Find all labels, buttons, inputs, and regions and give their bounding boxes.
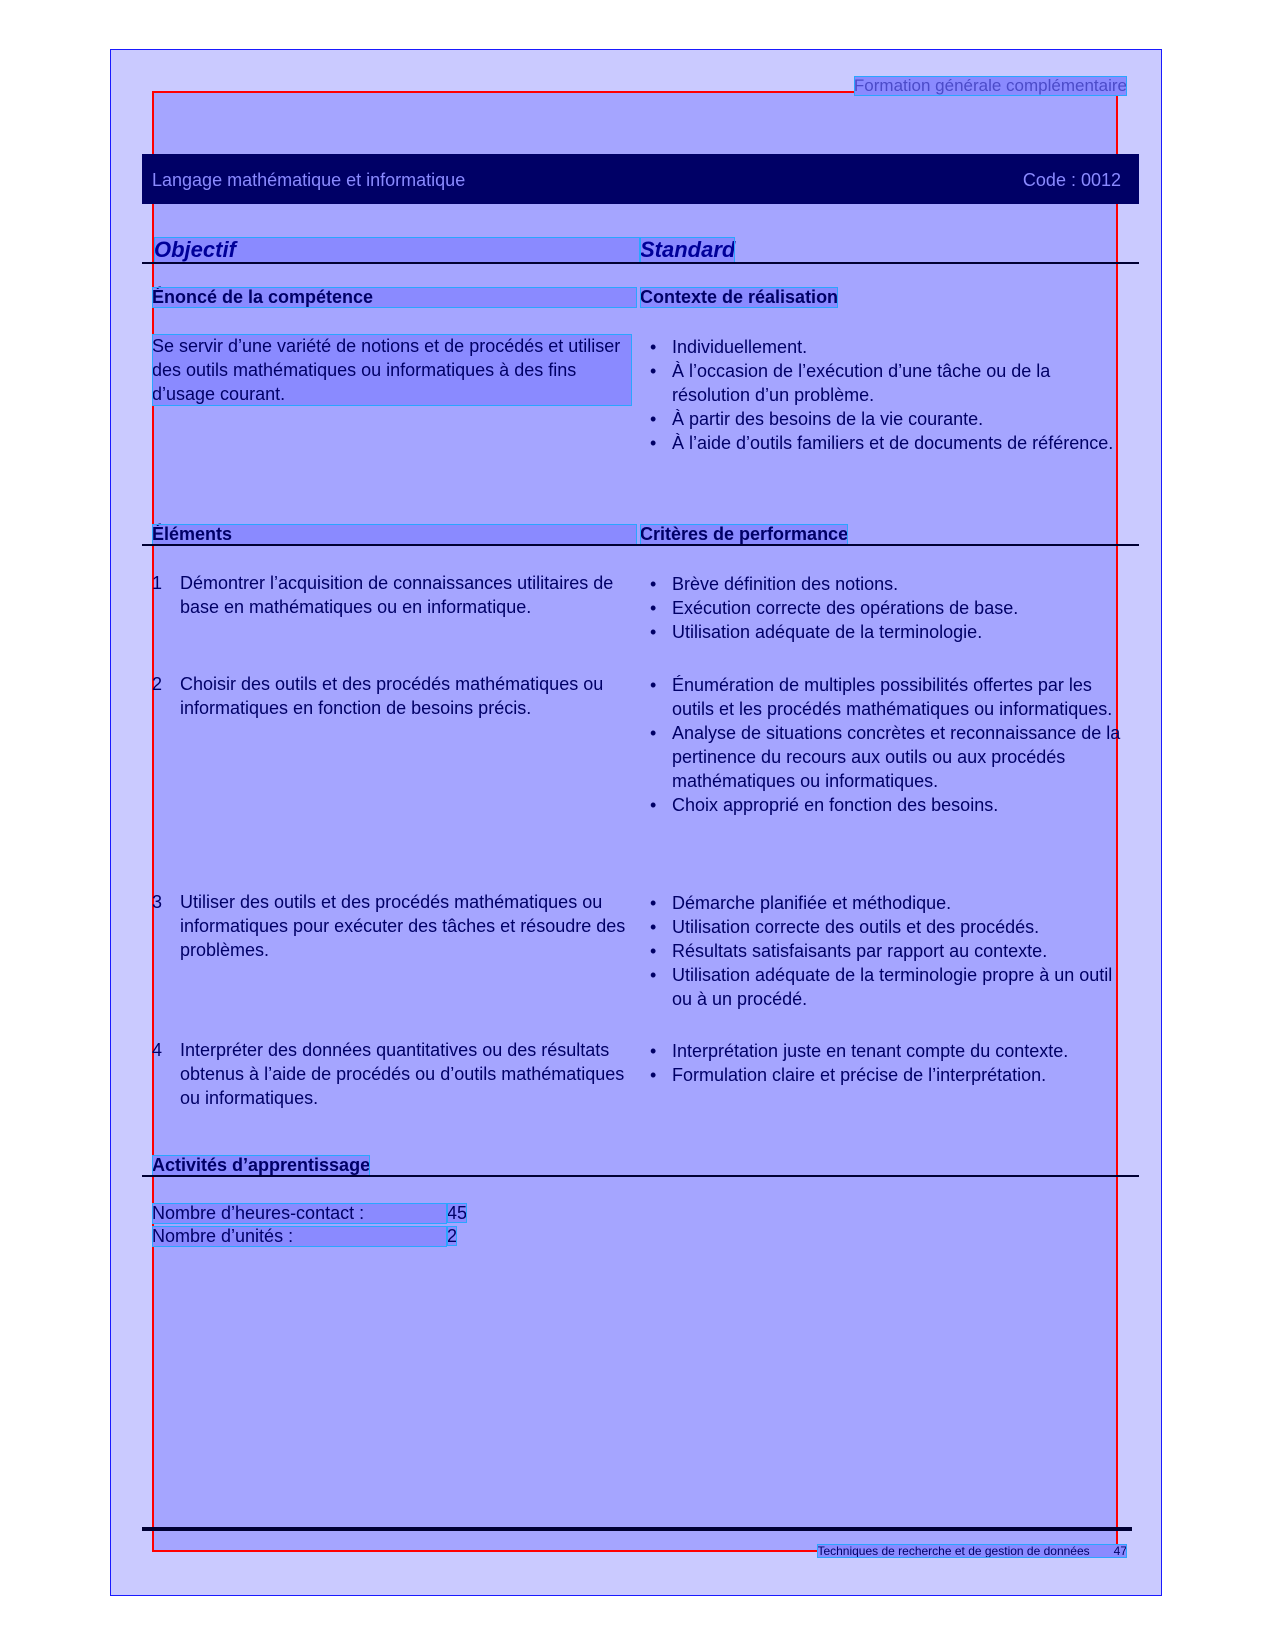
units-row xyxy=(152,1226,457,1247)
criteria-list xyxy=(650,1039,1128,1087)
units-label: Nombre d’unités : xyxy=(152,1226,447,1247)
column-heading-objectif: Objectif xyxy=(154,237,640,263)
list-item: • Énumération de multiples possibilités offertes par les outils et les procédés mathématiques ou informatiques. xyxy=(650,673,1128,721)
list-item: • Exécution correcte des opérations de base. xyxy=(650,596,1128,620)
list-item: • À partir des besoins de la vie courante. xyxy=(650,407,1128,431)
criteria-list xyxy=(650,891,1128,1011)
column-heading-standard: Standard xyxy=(640,237,736,262)
running-header: Formation générale complémentaire xyxy=(853,76,1127,95)
page-footer xyxy=(817,1544,1127,1558)
list-item: • Utilisation adéquate de la terminologie propre à un outil ou à un procédé. xyxy=(650,963,1128,1011)
criteria-list xyxy=(650,673,1128,817)
element-item xyxy=(152,1038,632,1110)
divider xyxy=(142,544,1139,546)
list-item: • Démarche planifiée et méthodique. xyxy=(650,891,1128,915)
element-number: 4 xyxy=(152,1040,163,1060)
activities-heading: Activités d’apprentissage xyxy=(152,1155,371,1175)
course-title: Langage mathématique et informatique xyxy=(152,170,466,190)
list-item: • Choix approprié en fonction des besoins. xyxy=(650,793,1128,817)
elements-heading: Éléments xyxy=(152,524,637,545)
list-item: • Individuellement. xyxy=(650,335,1128,359)
title-bar xyxy=(142,154,1139,204)
list-item: • Formulation claire et précise de l’interprétation. xyxy=(650,1063,1128,1087)
list-item: • Utilisation adéquate de la terminologie. xyxy=(650,620,1128,644)
divider xyxy=(142,1175,1139,1177)
divider xyxy=(142,262,1139,264)
element-text: Interpréter des données quantitatives ou des résultats obtenus à l’aide de procédés ou d’outils mathématiques ou informatiques. xyxy=(180,1040,625,1108)
course-code: Code : 0012 xyxy=(1022,170,1121,190)
element-number: 3 xyxy=(152,892,163,912)
competence-text: Se servir d’une variété de notions et de procédés et utiliser des outils mathématiques ou informatiques à des fins d’usage courant. xyxy=(152,334,632,406)
criteria-heading: Critères de performance xyxy=(640,524,849,544)
element-item xyxy=(152,890,632,962)
list-item: • Interprétation juste en tenant compte du contexte. xyxy=(650,1039,1128,1063)
list-item: • À l’occasion de l’exécution d’une tâche ou de la résolution d’un problème. xyxy=(650,359,1128,407)
list-item: • À l’aide d’outils familiers et de documents de référence. xyxy=(650,431,1128,455)
element-number: 1 xyxy=(152,573,163,593)
context-list xyxy=(650,335,1128,455)
units-value: 2 xyxy=(447,1226,458,1246)
criteria-list xyxy=(650,572,1128,644)
content-area xyxy=(152,91,1118,1552)
element-item xyxy=(152,571,632,619)
element-text: Démontrer l’acquisition de connaissances utilitaires de base en mathématiques ou en informatique. xyxy=(180,573,614,617)
element-text: Choisir des outils et des procédés mathématiques ou informatiques en fonction de besoins précis. xyxy=(180,674,604,718)
page-number: 47 xyxy=(1113,1544,1127,1558)
competence-heading: Énoncé de la compétence xyxy=(152,287,637,308)
context-heading: Contexte de réalisation xyxy=(640,287,839,307)
element-item xyxy=(152,672,632,720)
list-item: • Utilisation correcte des outils et des procédés. xyxy=(650,915,1128,939)
footer-divider xyxy=(142,1527,1132,1531)
element-number: 2 xyxy=(152,674,163,694)
list-item: • Brève définition des notions. xyxy=(650,572,1128,596)
footer-program: Techniques de recherche et de gestion de données xyxy=(817,1544,1090,1558)
list-item: • Résultats satisfaisants par rapport au contexte. xyxy=(650,939,1128,963)
hours-value: 45 xyxy=(447,1203,468,1223)
hours-row xyxy=(152,1203,467,1224)
element-text: Utiliser des outils et des procédés mathématiques ou informatiques pour exécuter des tâches et résoudre des problèmes. xyxy=(180,892,626,960)
hours-label: Nombre d’heures-contact : xyxy=(152,1203,447,1224)
list-item: • Analyse de situations concrètes et reconnaissance de la pertinence du recours aux outils ou aux procédés mathématiques ou informatiques. xyxy=(650,721,1128,793)
